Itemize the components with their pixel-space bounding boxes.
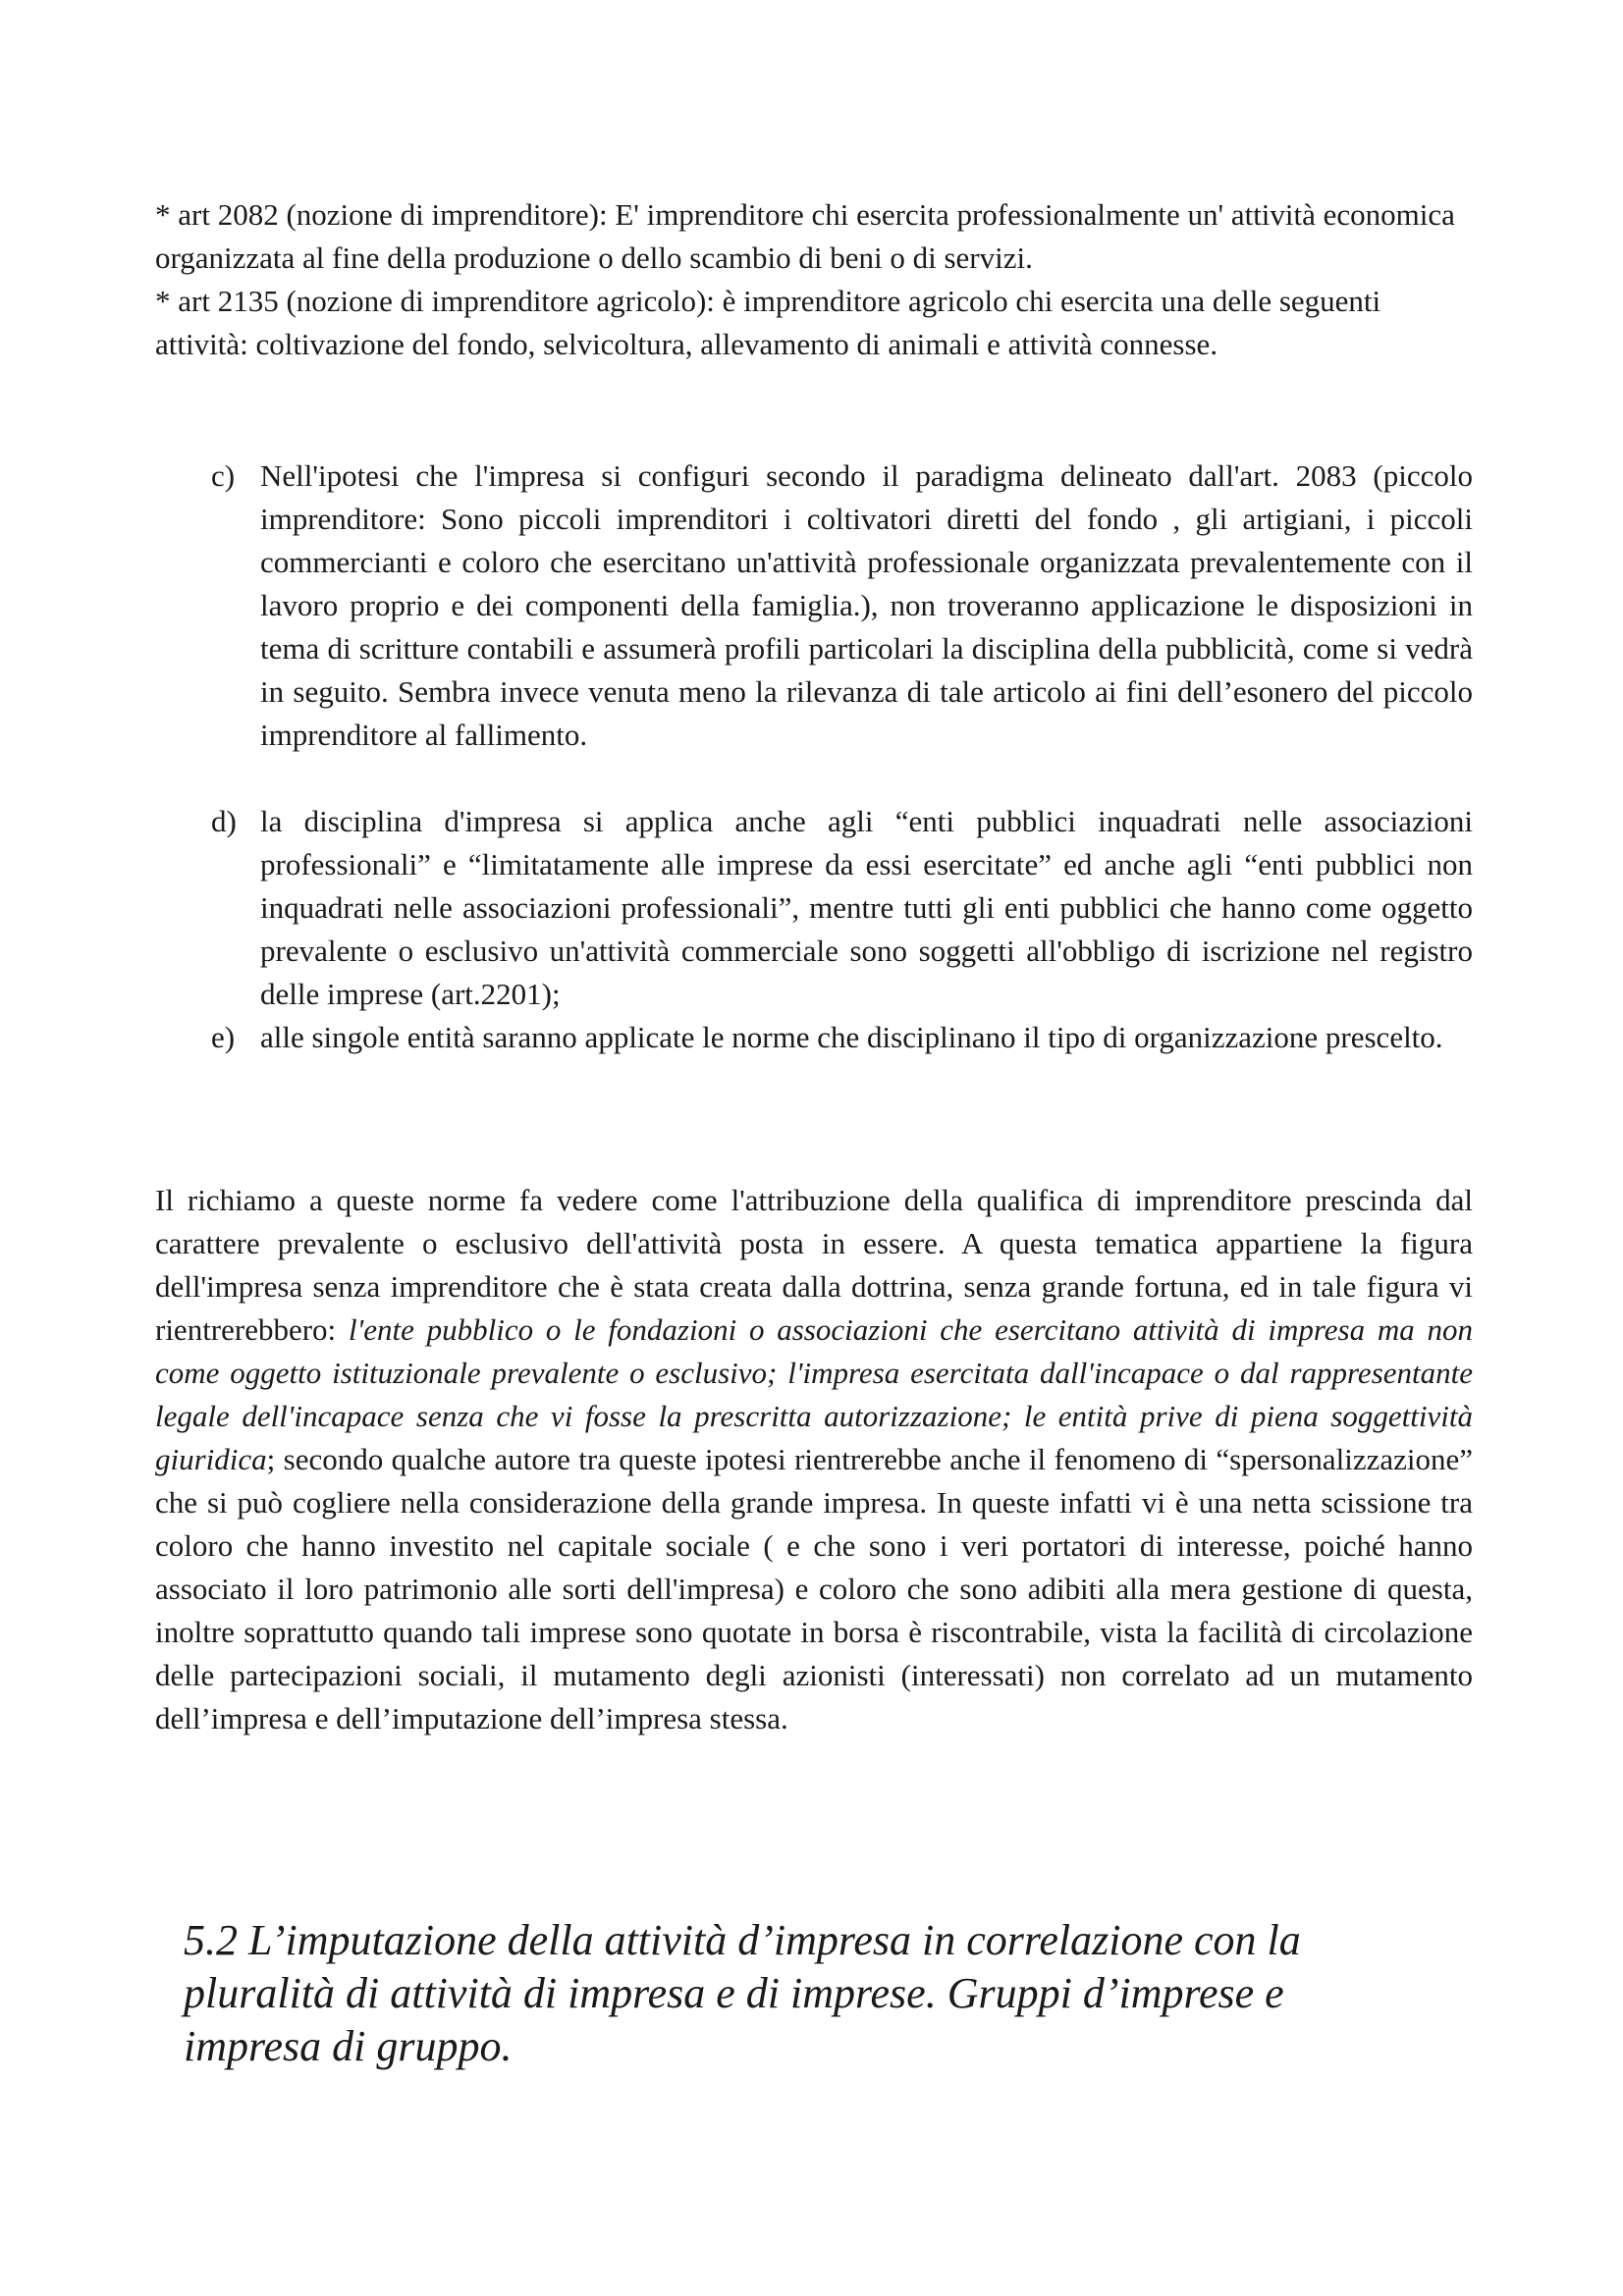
list-item	[211, 454, 1473, 757]
section-heading: 5.2 L’imputazione della attività d’impresa in correlazione con la pluralità di attività di impresa e di imprese. Gruppi d’imprese e impresa di gruppo.	[184, 1916, 1301, 2070]
list-item	[211, 800, 1473, 1016]
list-c	[211, 454, 1473, 757]
list-marker: e)	[211, 1020, 236, 1054]
list-item-text: la disciplina d'impresa si applica anche agli “enti pubblici inquadrati nelle associazioni professionali” e “limitatamente alle imprese da essi esercitate” ed anche agli “enti pubblici non inquadrati nelle associazioni professionali”, mentre tutti gli enti pubblici che hanno come oggetto prevalente o esclusivo un'attività commerciale sono soggetti all'obbligo di iscrizione nel registro delle imprese (art.2201);	[260, 804, 1473, 1011]
list-item-text: alle singole entità saranno applicate le norme che disciplinano il tipo di organizzazione prescelto.	[260, 1020, 1443, 1054]
list-marker: d)	[211, 804, 237, 838]
body-paragraph	[155, 1179, 1473, 1740]
article-notes	[155, 193, 1461, 366]
note-art-2082: * art 2082 (nozione di imprenditore): E' imprenditore chi esercita professionalmente un' attività economica organizzata al fine della produzione o dello scambio di beni o di servizi.	[155, 197, 1455, 275]
paragraph-text-start: Il richiamo a queste norme fa vedere come l'attribuzione della qualifica di imprenditore prescinda dal carattere prevalente o esclusivo dell'attività posta in essere. A questa tematica appartiene la figura dell'impresa senza imprenditore che è stata creata dalla dottrina, senza grande fortuna, ed in tale figura vi rientrerebbero:	[155, 1183, 1473, 1347]
note-art-2135: * art 2135 (nozione di imprenditore agricolo): è imprenditore agricolo chi esercita una delle seguenti attività: coltivazione del fondo, selvicoltura, allevamento di animali e attività connesse.	[155, 284, 1381, 361]
list-item-text: Nell'ipotesi che l'impresa si configuri secondo il paradigma delineato dall'art. 2083 (piccolo imprenditore: Sono piccoli imprenditori i coltivatori diretti del fondo , gli artigiani, i piccoli commercianti e coloro che esercitano un'attività professionale organizzata prevalentemente con il lavoro proprio e dei componenti della famiglia.), non troveranno applicazione le disposizioni in tema di scritture contabili e assumerà profili particolari la disciplina della pubblicità, come si vedrà in seguito. Sembra invece venuta meno la rilevanza di tale articolo ai fini dell’esonero del piccolo imprenditore al fallimento.	[260, 458, 1473, 752]
list-item	[211, 1016, 1473, 1059]
paragraph-text-end: ; secondo qualche autore tra queste ipotesi rientrerebbe anche il fenomeno di “spersonalizzazione” che si può cogliere nella considerazione della grande impresa. In queste infatti vi è una netta scissione tra coloro che hanno investito nel capitale sociale ( e che sono i veri portatori di interesse, poiché hanno associato il loro patrimonio alle sorti dell'impresa) e coloro che sono adibiti alla mera gestione di questa, inoltre soprattutto quando tali imprese sono quotate in borsa è riscontrabile, vista la facilità di circolazione delle partecipazioni sociali, il mutamento degli azionisti (interessati) non correlato ad un mutamento dell’impresa e dell’imputazione dell’impresa stessa.	[155, 1442, 1473, 1735]
list-d-e	[211, 800, 1473, 1059]
paragraph-italic-examples: l'ente pubblico o le fondazioni o associazioni che esercitano attività di impresa ma non come oggetto istituzionale prevalente o esclusivo; l'impresa esercitata dall'incapace o dal rappresentante legale dell'incapace senza che vi fosse la prescritta autorizzazione; le entità prive di piena soggettività giuridica	[155, 1312, 1474, 1476]
list-marker: c)	[211, 458, 236, 493]
